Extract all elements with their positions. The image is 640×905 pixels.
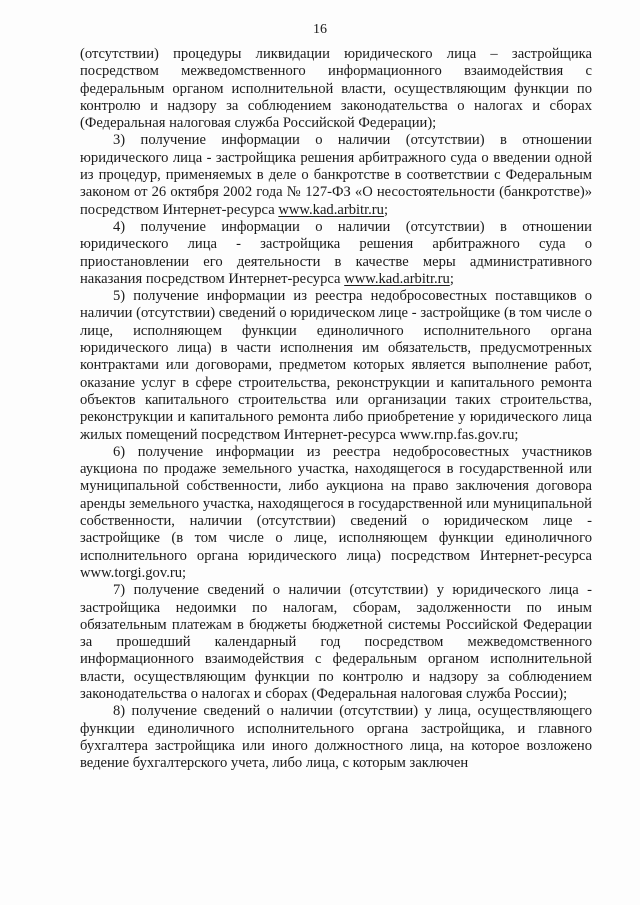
- paragraph-item-5: [80, 288, 592, 444]
- paragraph-item-4: [80, 219, 592, 288]
- kad-arbitr-link[interactable]: www.kad.arbitr.ru: [278, 201, 384, 218]
- paragraph-item-8: [80, 703, 592, 772]
- paragraph-punctuation: ;: [449, 270, 454, 287]
- paragraph-text: 7) получение сведений о наличии (отсутствии) у юридического лица - застройщика недоимки по налогам, сборам, задолженности по иным обязательным платежам в бюджеты бюджетной системы Российской Федерации за прошедший календарный год посредством межведомственного информационного взаимодействия с федеральным органом исполнительной власти, осуществляющим функции по контролю и надзору за соблюдением законодательства о налогах и сборах (Федеральная налоговая служба России);: [80, 582, 592, 702]
- paragraph-item-7: [80, 582, 592, 703]
- document-body: [80, 46, 592, 772]
- kad-arbitr-link[interactable]: www.kad.arbitr.ru: [344, 270, 450, 287]
- paragraph-text: 8) получение сведений о наличии (отсутствии) у лица, осуществляющего функции единоличного исполнительного органа застройщика, и главного бухгалтера застройщика или иного должностного лица, на которое возложено ведение бухгалтерского учета, либо лица, с которым заключен: [80, 703, 592, 772]
- page-number: 16: [313, 22, 327, 37]
- paragraph-text: 3) получение информации о наличии (отсутствии) в отношении юридического лица - застройщика решения арбитражного суда о введении одной из процедур, применяемых в деле о банкротстве в соответствии с Федеральным законом от 26 октября 2002 года № 127-ФЗ «О несостоятельности (банкротстве)» посредством Интернет-ресурса: [80, 132, 592, 218]
- paragraph-item-3: [80, 132, 592, 218]
- paragraph-liquidation-continued: [80, 46, 592, 132]
- paragraph-text: (отсутствии) процедуры ликвидации юридического лица – застройщика посредством межведомственного информационного взаимодействия с федеральным органом исполнительной власти, осуществляющим функции по контролю и надзору за соблюдением законодательства о налогах и сборах (Федеральная налоговая служба Российской Федерации);: [80, 46, 592, 132]
- paragraph-item-6: [80, 444, 592, 582]
- paragraph-punctuation: ;: [383, 201, 389, 218]
- paragraph-text: 6) получение информации из реестра недобросовестных участников аукциона по продаже земельного участка, находящегося в государственной или муниципальной собственности, либо аукциона на право заключения договора аренды земельного участка, находящегося в государственной или муниципальной собственности, наличии (отсутствии) сведений о юридическом лице - застройщике (в том числе о лице, исполняющем функции единоличного исполнительного органа юридического лица) посредством Интернет-ресурса www.torgi.gov.ru;: [80, 443, 592, 581]
- paragraph-text: 4) получение информации о наличии (отсутствии) в отношении юридического лица - застройщика решения арбитражного суда о приостановлении его деятельности в качестве меры административного наказания посредством Интернет-ресурса: [80, 218, 592, 287]
- paragraph-text: 5) получение информации из реестра недобросовестных поставщиков о наличии (отсутствии) сведений о юридическом лице - застройщике (в том числе о лице, исполняющем функции единоличного исполнительного органа юридического лица) в части исполнения им обязательств, предусмотренных контрактами или договорами, предметом которых является выполнение работ, оказание услуг в сфере строительства, реконструкции и капитального ремонта объектов капитального строительства или организации таких строительства, реконструкции и капитального ремонта либо приобретение у юридического лица жилых помещений посредством Интернет-ресурса www.rnp.fas.gov.ru;: [80, 288, 592, 443]
